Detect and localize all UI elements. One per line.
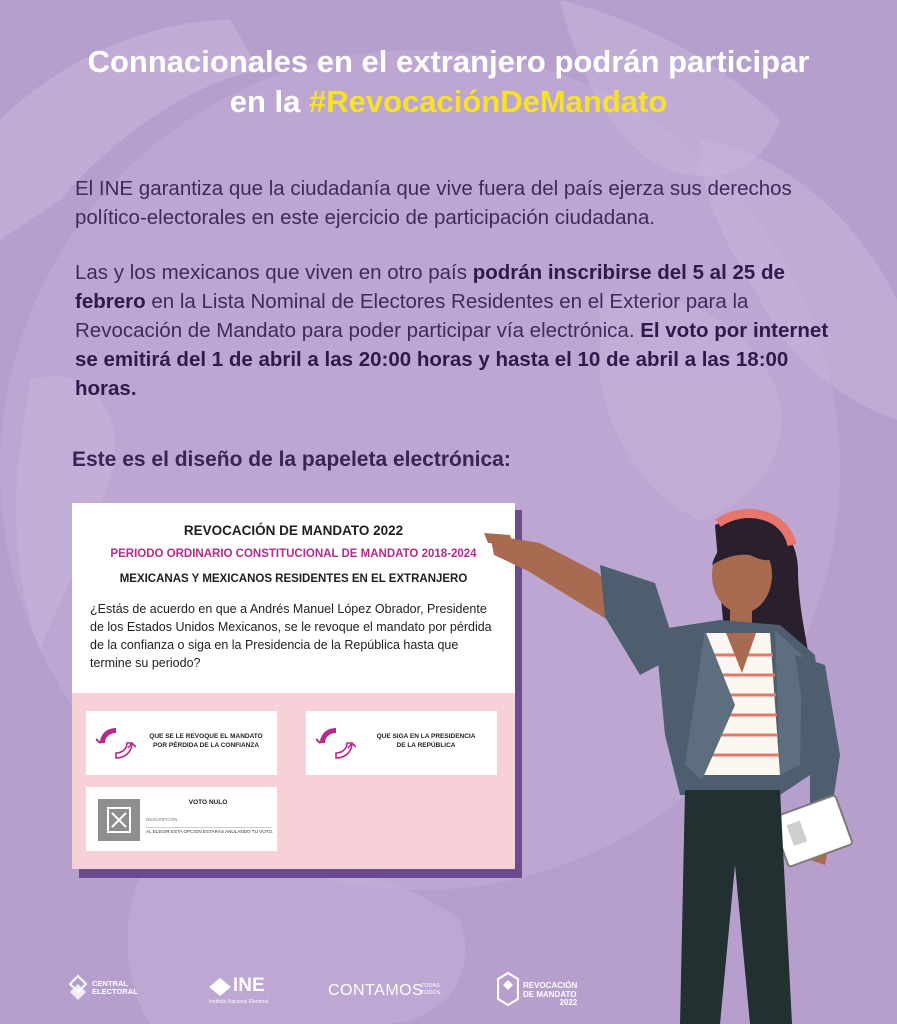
ballot-header-panel <box>72 503 515 693</box>
null-vote-note: AL ELEGIR ESTA OPCIÓN ESTARÁS ANULANDO TU VOTO. <box>146 829 274 834</box>
null-vote-divider <box>146 827 272 828</box>
null-vote-icon <box>98 799 140 841</box>
option-revoke-line-1: QUE SE LE REVOQUE EL MANDATO <box>149 733 263 740</box>
contamos-small-line-2: TODOS <box>421 989 441 996</box>
central-electoral-icon <box>68 974 88 1002</box>
revocation-arrows-icon <box>96 724 136 762</box>
ine-logo-text: INE <box>233 975 265 996</box>
page-title <box>0 42 897 122</box>
p2-text-1: Las y los mexicanos que viven en otro país <box>75 261 473 284</box>
option-continue-label <box>360 733 492 750</box>
contamos-small-line-1: TODAS <box>421 983 440 989</box>
p2-bold-voting-dates: El voto por internet se emitirá del 1 de abril a las 20:00 horas y hasta el 10 de abril a las 18:00 horas. <box>75 319 829 400</box>
title-hashtag: #RevocaciónDeMandato <box>308 84 668 119</box>
ine-mark-icon <box>209 978 231 996</box>
ballot-question: ¿Estás de acuerdo en que a Andrés Manuel López Obrador, Presidente de los Estados Unidos Mexicanos, se le revoque el mandato por pérdida de la confianza o siga en la Presidencia de la República hasta que termine su periodo? <box>90 602 492 670</box>
central-electoral-line-1: CENTRAL <box>92 979 128 988</box>
option-null-vote[interactable] <box>86 787 277 851</box>
title-line-1: Connacionales en el extranjero podrán participar <box>87 44 810 79</box>
null-vote-title: VOTO NULO <box>188 799 228 806</box>
central-electoral-text <box>92 980 138 996</box>
central-electoral-logo <box>68 972 148 1012</box>
option-continue-line-1: QUE SIGA EN LA PRESIDENCIA <box>376 733 476 740</box>
revocacion-logo-year: 2022 <box>559 998 578 1007</box>
revocacion-logo-text <box>523 982 577 1008</box>
electronic-ballot <box>72 503 515 869</box>
option-revoke-mandate[interactable] <box>86 711 277 775</box>
option-continue-line-2: DE LA REPÚBLICA <box>396 741 456 749</box>
option-continue-presidency[interactable] <box>306 711 497 775</box>
contamos-small-text <box>421 983 440 996</box>
p2-text-2: en la Lista Nominal de Electores Residentes en el Exterior para la Revocación de Mandato para poder participar vía electrónica. <box>75 290 749 342</box>
null-vote-description-label: DESCRIPCIÓN <box>146 817 178 822</box>
revocation-arrows-icon <box>316 724 356 762</box>
intro-paragraph: El INE garantiza que la ciudadanía que vive fuera del país ejerza sus derechos político-electorales en este ejercicio de participación ciudadana. <box>75 177 792 229</box>
registration-paragraph <box>75 258 835 403</box>
contamos-logo <box>328 972 448 1012</box>
ballot-subheading: Este es el diseño de la papeleta electrónica: <box>72 448 511 471</box>
ballot-period: PERIODO ORDINARIO CONSTITUCIONAL DE MANDATO 2018-2024 <box>110 548 477 560</box>
revocacion-logo-line-2: DE MANDATO <box>523 989 577 999</box>
ballot-residents: MEXICANAS Y MEXICANOS RESIDENTES EN EL EXTRANJERO <box>119 573 468 585</box>
contamos-text: CONTAMOS <box>328 982 424 999</box>
revocacion-logo-line-1: REVOCACIÓN <box>523 981 578 990</box>
ine-logo-subtitle: Instituto Nacional Electoral <box>209 999 269 1005</box>
revocacion-mandato-logo <box>497 972 597 1012</box>
central-electoral-line-2: ELECTORAL <box>92 987 138 996</box>
title-prefix: en la <box>229 84 309 119</box>
title-line-2 <box>0 82 897 122</box>
option-revoke-label <box>140 733 272 750</box>
ine-logo <box>209 972 289 1012</box>
revocacion-hexagon-icon <box>497 972 519 1006</box>
ballot-title: REVOCACIÓN DE MANDATO 2022 <box>183 523 404 538</box>
option-revoke-line-2: POR PÉRDIDA DE LA CONFIANZA <box>152 741 260 749</box>
p2-bold-registration-dates: podrán inscribirse del 5 al 25 de febrero <box>75 261 785 313</box>
woman-pointing-illustration <box>480 505 897 1024</box>
